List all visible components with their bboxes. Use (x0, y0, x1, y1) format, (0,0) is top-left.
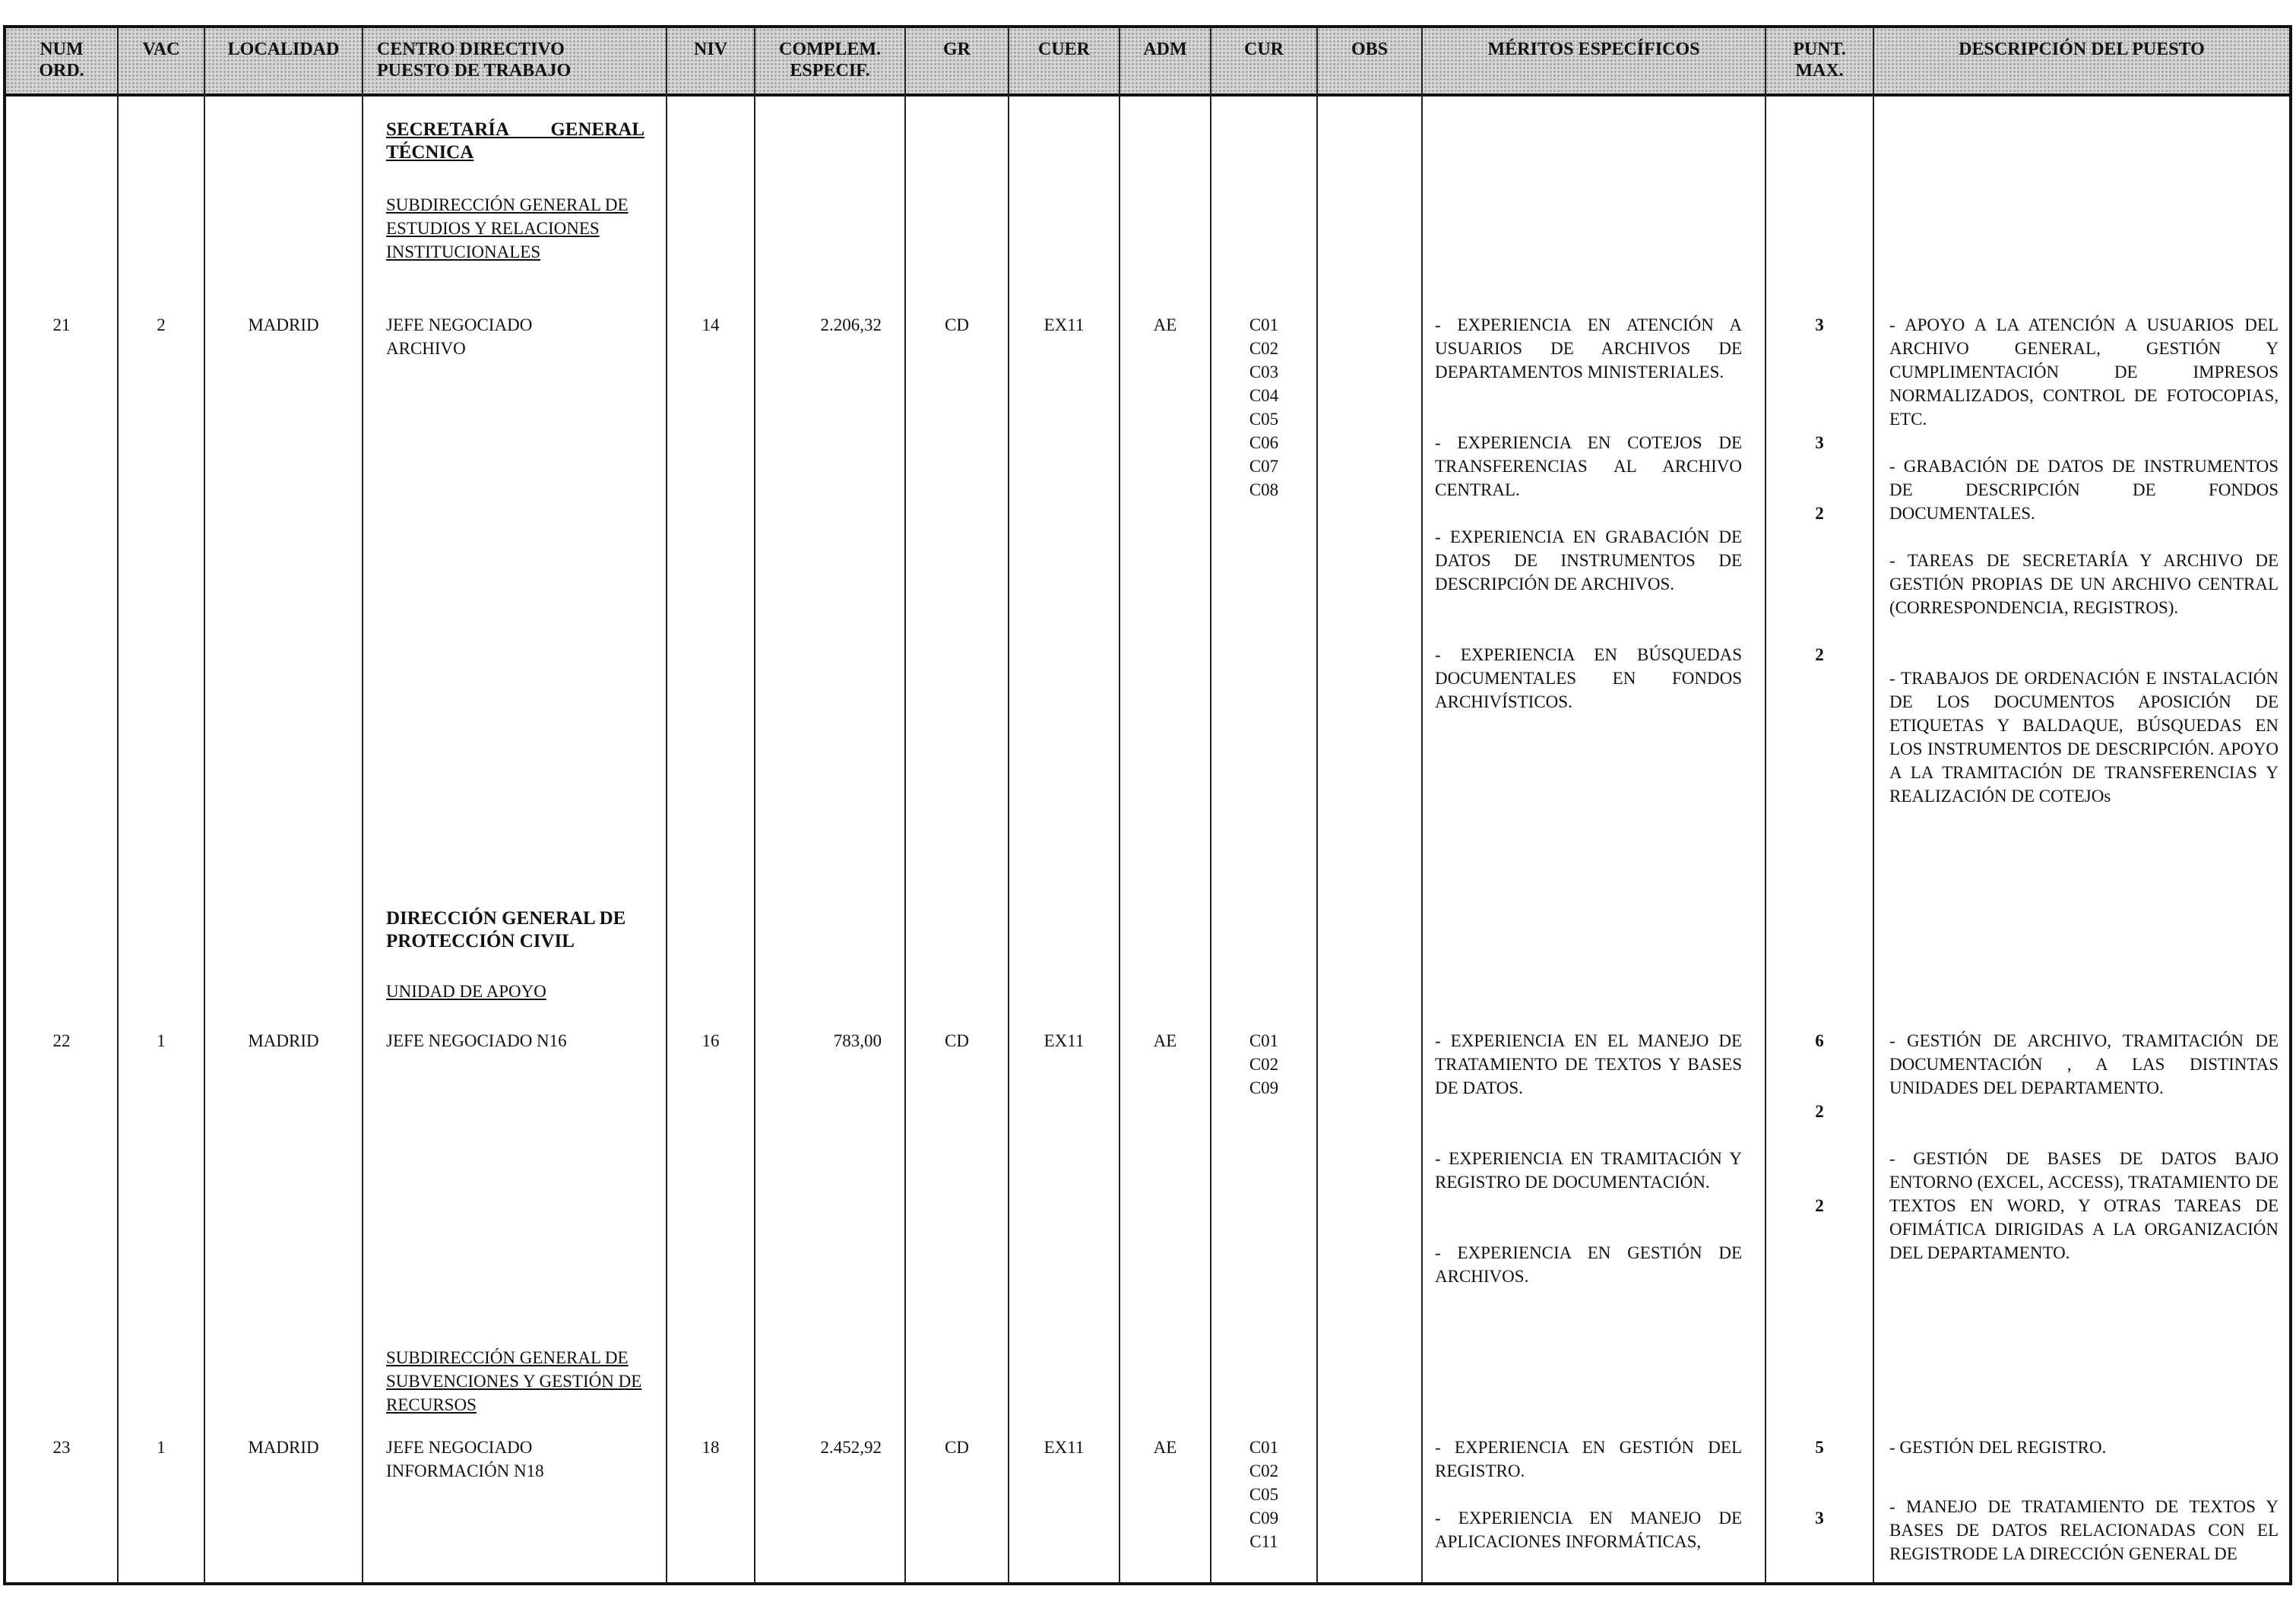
row-descripcion: - TRABAJOS DE ORDENACIÓN E INSTALACIÓN DE LOS DOCUMENTOS APOSICIÓN DE ETIQUETAS Y BALDAQUE, BÚSQUEDAS EN LOS INSTRUMENTOS DE DESCRIPCIÓN. APOYO A LA TRAMITACIÓN DE TRANSFERENCIAS Y REALIZACIÓN DE COTEJOs (1889, 669, 2279, 806)
vacancy-table (3, 25, 2292, 1585)
section-title-secretaria: SECRETARÍA GENERAL TÉCNICA (386, 119, 644, 163)
row-punt: 2 (1815, 1196, 1824, 1215)
row-localidad: MADRID (248, 1438, 319, 1457)
row-descripcion: - GESTIÓN DEL REGISTRO. (1889, 1438, 2107, 1457)
row-descripcion: - TAREAS DE SECRETARÍA Y ARCHIVO DE GESTIÓN PROPIAS DE UN ARCHIVO CENTRAL (CORRESPONDENCIA, REGISTROS). (1889, 551, 2279, 617)
row-merito: - EXPERIENCIA EN GESTIÓN DEL REGISTRO. (1435, 1438, 1742, 1480)
row-vac: 2 (157, 315, 166, 334)
row-descripcion: - GRABACIÓN DE DATOS DE INSTRUMENTOS DE DESCRIPCIÓN DE FONDOS DOCUMENTALES. (1889, 457, 2279, 523)
row-descripcion: - MANEJO DE TRATAMIENTO DE TEXTOS Y BASES DE DATOS RELACIONADAS CON EL REGISTRODE LA DIRECCIÓN GENERAL DE (1889, 1497, 2279, 1563)
row-punt: 3 (1815, 433, 1824, 452)
row-vac: 1 (157, 1031, 166, 1050)
row-merito: - EXPERIENCIA EN BÚSQUEDAS DOCUMENTALES EN FONDOS ARCHIVÍSTICOS. (1435, 645, 1742, 711)
header-niv: NIV (693, 40, 727, 59)
row-localidad: MADRID (248, 315, 319, 334)
row-puesto: JEFE NEGOCIADO ARCHIVO (386, 315, 533, 358)
row-merito: - EXPERIENCIA EN COTEJOS DE TRANSFERENCIAS AL ARCHIVO CENTRAL. (1435, 433, 1742, 499)
row-adm: AE (1153, 315, 1177, 334)
row-gr: CD (945, 1438, 969, 1457)
row-vac: 1 (157, 1438, 166, 1457)
row-puesto: JEFE NEGOCIADO N16 (386, 1031, 567, 1050)
row-punt: 2 (1815, 504, 1824, 523)
section-subtitle-subvenciones: SUBDIRECCIÓN GENERAL DE SUBVENCIONES Y GESTIÓN DE RECURSOS (386, 1348, 642, 1414)
header-cur: CUR (1244, 40, 1284, 59)
row-merito: - EXPERIENCIA EN GRABACIÓN DE DATOS DE INSTRUMENTOS DE DESCRIPCIÓN DE ARCHIVOS. (1435, 527, 1742, 594)
row-num: 23 (52, 1438, 71, 1457)
section-subtitle-estudios: SUBDIRECCIÓN GENERAL DE ESTUDIOS Y RELACIONES INSTITUCIONALES (386, 195, 629, 261)
header-obs: OBS (1351, 40, 1389, 59)
header-vac: VAC (142, 40, 180, 59)
row-complem: 783,00 (833, 1031, 882, 1050)
row-complem: 2.452,92 (820, 1438, 882, 1457)
row-punt: 6 (1815, 1031, 1824, 1050)
row-descripcion: - APOYO A LA ATENCIÓN A USUARIOS DEL ARCHIVO GENERAL, GESTIÓN Y CUMPLIMENTACIÓN DE IMPRESOS NORMALIZADOS, CONTROL DE FOTOCOPIAS, ETC. (1889, 315, 2279, 429)
row-localidad: MADRID (248, 1031, 319, 1050)
row-cur-list: C01 C02 C05 C09 C11 (1249, 1438, 1279, 1551)
row-merito: - EXPERIENCIA EN ATENCIÓN A USUARIOS DE ARCHIVOS DE DEPARTAMENTOS MINISTERIALES. (1435, 315, 1742, 382)
row-punt: 5 (1815, 1438, 1824, 1457)
row-punt: 3 (1815, 315, 1824, 334)
row-merito: - EXPERIENCIA EN GESTIÓN DE ARCHIVOS. (1435, 1243, 1742, 1286)
header-localidad: LOCALIDAD (227, 40, 340, 59)
row-cuer: EX11 (1043, 1438, 1085, 1457)
row-merito: - EXPERIENCIA EN TRAMITACIÓN Y REGISTRO DE DOCUMENTACIÓN. (1435, 1149, 1742, 1192)
header-descripcion: DESCRIPCIÓN DEL PUESTO (1959, 40, 2205, 59)
row-merito: - EXPERIENCIA EN EL MANEJO DE TRATAMIENTO DE TEXTOS Y BASES DE DATOS. (1435, 1031, 1742, 1097)
header-cuer: CUER (1037, 40, 1090, 59)
row-niv: 18 (701, 1438, 720, 1457)
header-adm: ADM (1143, 40, 1187, 59)
header-meritos: MÉRITOS ESPECÍFICOS (1487, 40, 1700, 59)
row-punt: 2 (1815, 1102, 1824, 1121)
section-subtitle-unidad-apoyo: UNIDAD DE APOYO (386, 982, 546, 1001)
row-gr: CD (945, 315, 969, 334)
section-title-proteccion-civil: DIRECCIÓN GENERAL DE PROTECCIÓN CIVIL (386, 908, 626, 951)
header-punt: PUNT. MAX. (1793, 40, 1846, 81)
row-puesto: JEFE NEGOCIADO INFORMACIÓN N18 (386, 1438, 544, 1480)
row-niv: 16 (701, 1031, 720, 1050)
row-cuer: EX11 (1043, 1031, 1085, 1050)
row-cuer: EX11 (1043, 315, 1085, 334)
header-gr: GR (943, 40, 971, 59)
row-adm: AE (1153, 1031, 1177, 1050)
row-descripcion: - GESTIÓN DE ARCHIVO, TRAMITACIÓN DE DOCUMENTACIÓN , A LAS DISTINTAS UNIDADES DEL DEPARTAMENTO. (1889, 1031, 2279, 1097)
row-adm: AE (1153, 1438, 1177, 1457)
row-niv: 14 (701, 315, 720, 334)
header-centro-directivo: CENTRO DIRECTIVO PUESTO DE TRABAJO (377, 40, 572, 81)
row-descripcion: - GESTIÓN DE BASES DE DATOS BAJO ENTORNO (EXCEL, ACCESS), TRATAMIENTO DE TEXTOS EN WORD, Y OTRAS TAREAS DE OFIMÁTICA DIRIGIDAS A LA ORGANIZACIÓN DEL DEPARTAMENTO. (1889, 1149, 2279, 1262)
row-num: 22 (52, 1031, 71, 1050)
row-cur-list: C01 C02 C09 (1249, 1031, 1279, 1097)
row-cur-list: C01 C02 C03 C04 C05 C06 C07 C08 (1249, 315, 1279, 499)
row-punt: 2 (1815, 645, 1824, 664)
row-punt: 3 (1815, 1509, 1824, 1528)
table-header (6, 28, 2289, 97)
row-gr: CD (945, 1031, 969, 1050)
row-num: 21 (52, 315, 71, 334)
header-complem: COMPLEM. ESPECIF. (779, 40, 881, 81)
header-num-ord: NUM ORD. (39, 40, 84, 81)
row-merito: - EXPERIENCIA EN MANEJO DE APLICACIONES INFORMÁTICAS, (1435, 1509, 1742, 1551)
row-complem: 2.206,32 (820, 315, 882, 334)
